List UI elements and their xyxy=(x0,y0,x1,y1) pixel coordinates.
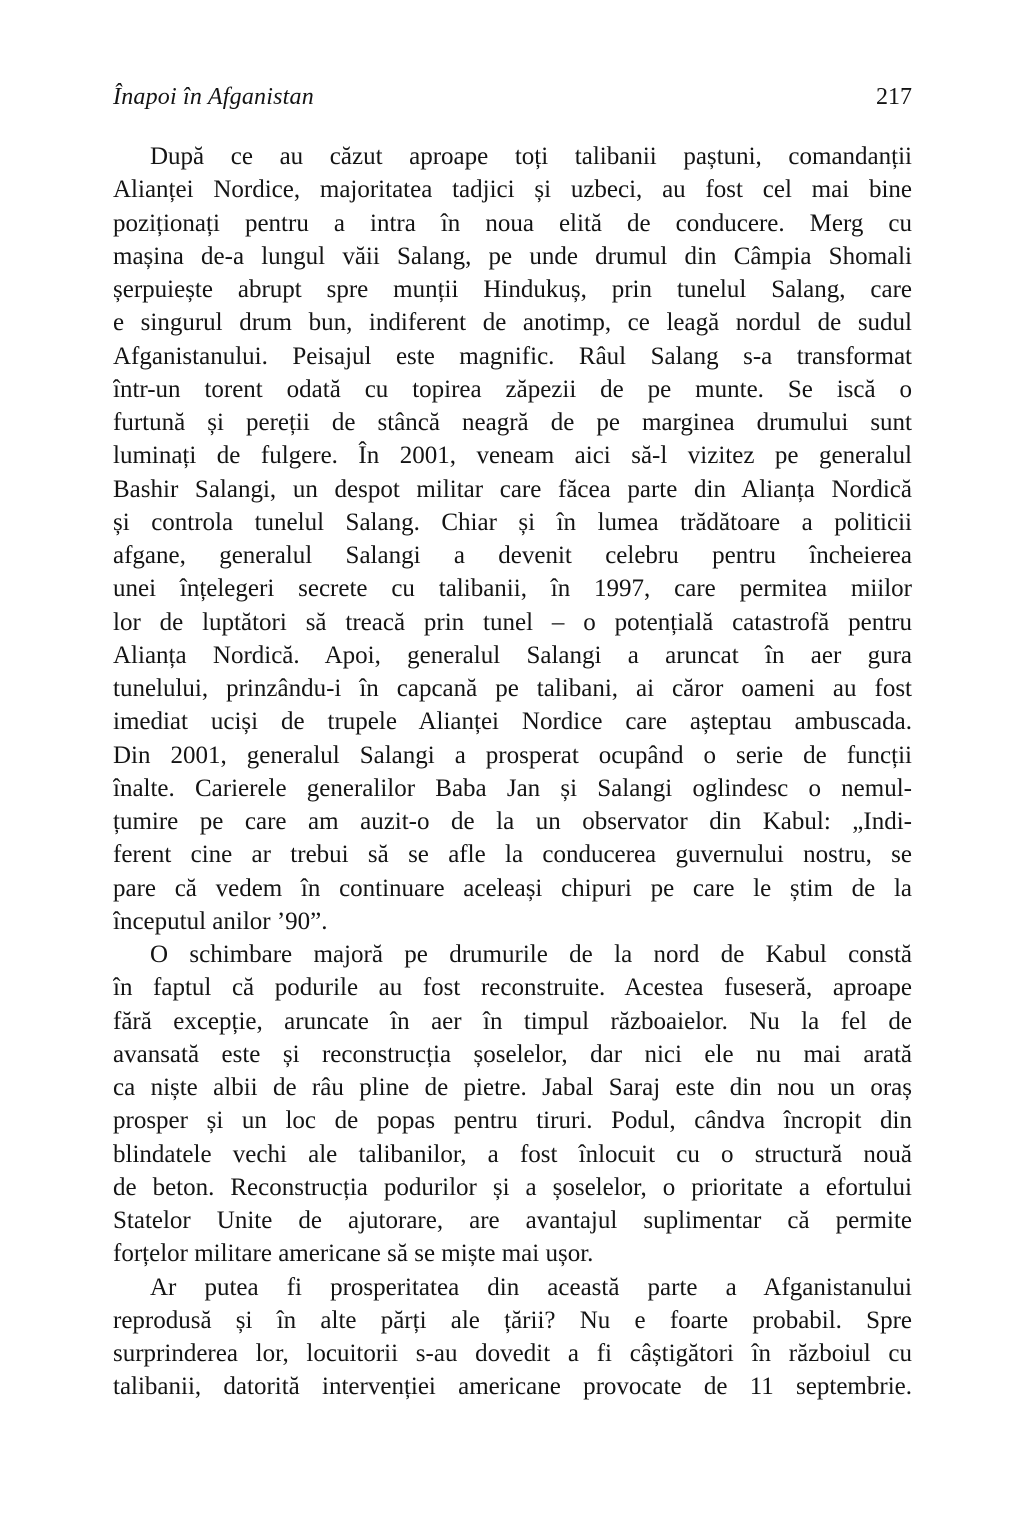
body-line: talibanii, datorită intervenției americane provocate de 11 septembrie. xyxy=(113,1373,912,1401)
body-line: avansată este și reconstrucția șoselelor, dar nici ele nu mai arată xyxy=(113,1040,912,1068)
body-line: începutul anilor ’90”. xyxy=(113,907,328,935)
body-line: ca niște albii de râu pline de pietre. Jabal Saraj este din nou un oraș xyxy=(113,1074,912,1101)
paragraph xyxy=(113,938,912,1271)
body-line: Din 2001, generalul Salangi a prosperat ocupând o serie de funcții xyxy=(113,741,912,769)
body-line: Afganistanului. Peisajul este magnific. Râul Salang s-a transformat xyxy=(113,342,912,370)
body-line: După ce au căzut aproape toți talibanii paștuni, comandanții xyxy=(150,143,912,170)
body-line: Alianța Nordică. Apoi, generalul Salangi a aruncat în aer gura xyxy=(113,641,912,669)
body-line: șerpuiește abrupt spre munții Hindukuș, prin tunelul Salang, care xyxy=(113,276,912,303)
body-line: Alianței Nordice, majoritatea tadjici și uzbeci, au fost cel mai bine xyxy=(113,176,912,204)
body-line: țumire pe care am auzit-o de la un observator din Kabul: „Indi- xyxy=(113,808,912,835)
body-line: lor de luptători să treacă prin tunel – o potențială catastrofă pentru xyxy=(113,608,912,636)
body-line: forțelor militare americane să se miște mai ușor. xyxy=(113,1240,594,1268)
body-line: unei înțelegeri secrete cu talibanii, în 1997, care permitea miilor xyxy=(113,575,912,603)
page-number: 217 xyxy=(876,84,912,110)
body-line: mașina de-a lungul văii Salang, pe unde drumul din Câmpia Shomali xyxy=(113,242,912,270)
body-line: pare că vedem în continuare aceleași chipuri pe care le știm de la xyxy=(113,874,912,902)
body-line: afgane, generalul Salangi a devenit celebru pentru încheierea xyxy=(113,542,912,569)
body-line: blindatele vechi ale talibanilor, a fost înlocuit cu o structură nouă xyxy=(113,1140,912,1168)
paragraph xyxy=(113,140,912,938)
body-line: poziționați pentru a intra în noua elită de conducere. Merg cu xyxy=(113,209,912,237)
body-line: prosper și un loc de popas pentru tiruri. Podul, cândva încropit din xyxy=(113,1107,912,1135)
body-line: tunelului, prinzându-i în capcană pe talibani, ai căror oameni au fost xyxy=(113,675,912,702)
body-line: imediat uciși de trupele Alianței Nordice care așteptau ambuscada. xyxy=(113,708,912,736)
body-line: și controla tunelul Salang. Chiar și în lumea trădătoare a politicii xyxy=(113,508,912,536)
body-line: e singurul drum bun, indiferent de anotimp, ce leagă nordul de sudul xyxy=(113,309,912,337)
body-line: furtună și pereții de stâncă neagră de pe marginea drumului sunt xyxy=(113,409,912,436)
running-header xyxy=(113,84,912,111)
body-line: Ar putea fi prosperitatea din această parte a Afganistanului xyxy=(150,1273,912,1301)
body-line: O schimbare majoră pe drumurile de la nord de Kabul constă xyxy=(150,941,912,968)
body-line: de beton. Reconstrucția podurilor și a șoselelor, o prioritate a efortului xyxy=(113,1173,912,1201)
paragraph xyxy=(113,1271,912,1404)
body-line: fără excepție, aruncate în aer în timpul războaielor. Nu la fel de xyxy=(113,1007,912,1035)
body-line: în faptul că podurile au fost reconstruite. Acestea fuseseră, aproape xyxy=(113,974,912,1002)
body-text xyxy=(113,140,912,1404)
body-line: surprinderea lor, locuitorii s-au dovedit a fi câștigători în războiul cu xyxy=(113,1340,912,1367)
body-line: înalte. Carierele generalilor Baba Jan și Salangi oglindesc o nemul- xyxy=(113,774,912,802)
body-line: ferent cine ar trebui să se afle la conducerea guvernului nostru, se xyxy=(113,841,912,869)
running-title: Înapoi în Afganistan xyxy=(113,84,314,110)
body-line: într-un torent odată cu topirea zăpezii de pe munte. Se iscă o xyxy=(113,375,912,403)
body-line: luminați de fulgere. În 2001, veneam aici să-l vizitez pe generalul xyxy=(113,442,912,470)
body-line: reprodusă și în alte părți ale țării? Nu e foarte probabil. Spre xyxy=(113,1306,912,1334)
body-line: Statelor Unite de ajutorare, are avantajul suplimentar că permite xyxy=(113,1207,912,1234)
body-line: Bashir Salangi, un despot militar care făcea parte din Alianța Nordică xyxy=(113,475,912,503)
